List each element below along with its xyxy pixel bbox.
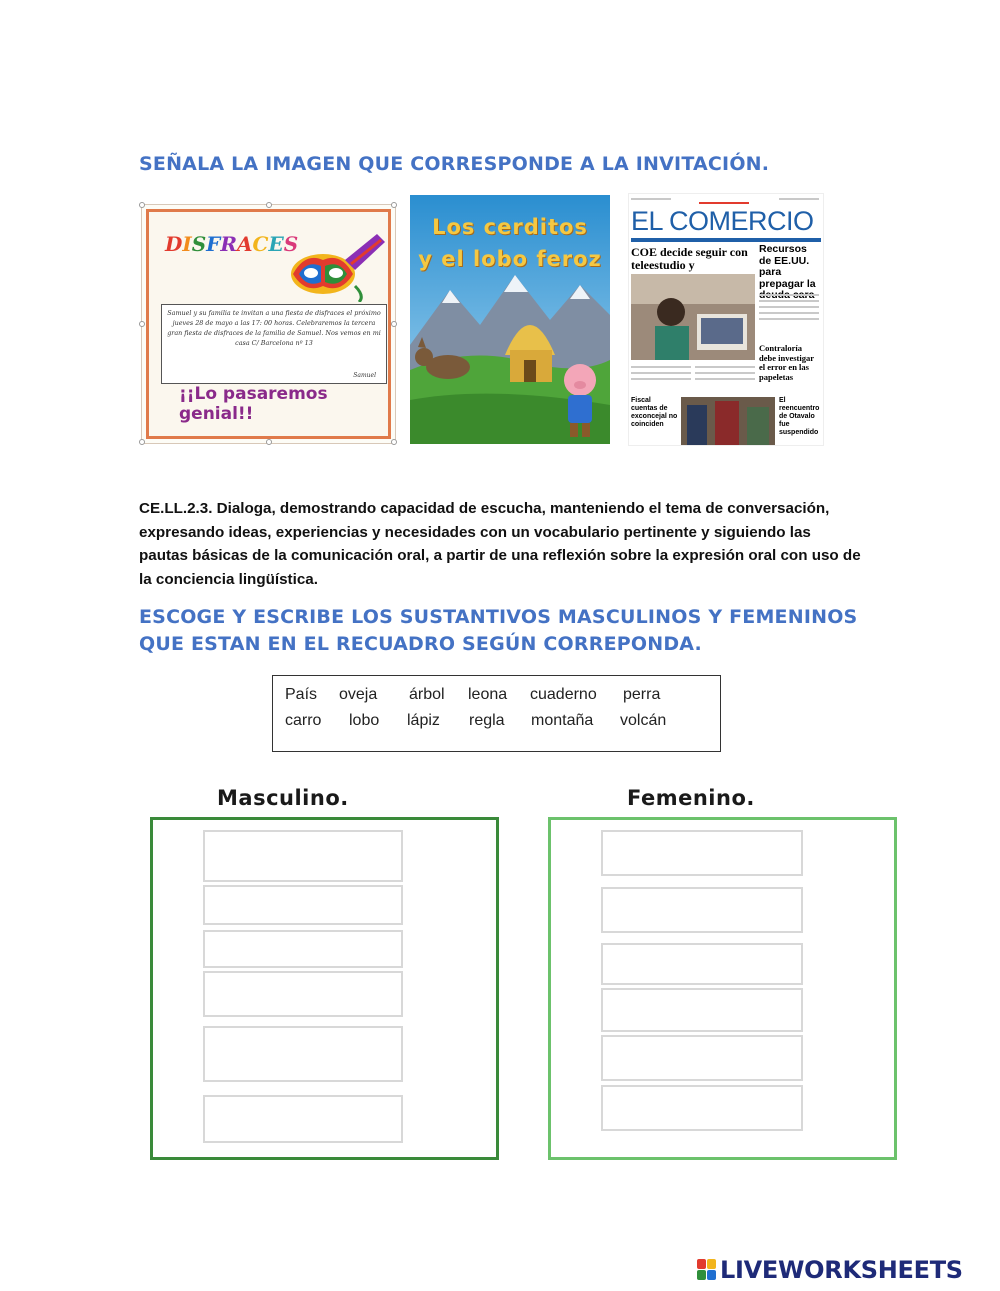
newspaper-headline-bottom-left: Fiscal cuentas de exconcejal no coinciden [631, 397, 678, 428]
newspaper-headline-bottom-right: El reencuentro de Otavalo fue suspendido [779, 397, 820, 436]
invitation-image-option[interactable] [141, 204, 396, 444]
masculine-answer-6[interactable] [203, 1095, 403, 1143]
resize-handle [139, 439, 145, 445]
word-item: leona [468, 686, 508, 703]
curriculum-standard: CE.LL.2.3. Dialoga, demostrando capacidad de escucha, manteniendo el tema de conversación, expresando ideas, experiencias y necesidades con un vocabulario pertinente y siguiendo las pautas básicas de la comunicación oral, a partir de una reflexión sobre la expresión oral con uso de la conciencia lingüística. [139, 500, 861, 588]
resize-handle [391, 321, 397, 327]
word-item: volcán [620, 712, 667, 729]
feminine-answer-6[interactable] [601, 1085, 803, 1131]
masculine-answer-3[interactable] [203, 930, 403, 968]
feminine-answer-5[interactable] [601, 1035, 803, 1081]
invitation-signature: Samuel [353, 372, 376, 379]
invitation-title-letter: C [252, 232, 269, 256]
newspaper-photo [631, 274, 755, 360]
word-bank [272, 675, 721, 752]
masculine-answer-4[interactable] [203, 971, 403, 1017]
invitation-title-letter: R [220, 232, 237, 256]
liveworksheets-brand [697, 1256, 963, 1284]
liveworksheets-name: LIVEWORKSHEETS [720, 1256, 963, 1284]
newspaper-image-option[interactable] [628, 193, 824, 446]
word-item: País [285, 686, 318, 703]
heading-sort-nouns-line1: ESCOGE Y ESCRIBE LOS SUSTANTIVOS MASCULINOS Y FEMENINOS [139, 606, 858, 628]
invitation-title-letter: S [191, 232, 207, 256]
word-item: árbol [409, 686, 445, 703]
resize-handle [391, 439, 397, 445]
resize-handle [139, 202, 145, 208]
carnival-mask-icon [285, 230, 390, 302]
feminine-answer-3[interactable] [601, 943, 803, 985]
invitation-title-letter: A [236, 232, 253, 256]
feminine-answer-4[interactable] [601, 988, 803, 1032]
book-title-line1: Los cerditos [432, 215, 588, 239]
word-item: lápiz [407, 712, 440, 729]
liveworksheets-logo-icon [697, 1259, 717, 1281]
invitation-text: Samuel y su familia te invitan a una fiesta de disfraces el próximo jueves 28 de mayo a las 17: 00 horas. Celebraremos la tercera gran fiesta de disfraces de la familia de Samuel. Nos vemos en mi casa C/ Barcelona nº 13 Samuel [161, 304, 387, 384]
invitation-slogan: ¡¡Lo pasaremos genial!! [179, 384, 328, 424]
newspaper-headline-side: Recursos de EE.UU. para prepagar la [759, 243, 816, 290]
word-item: cuaderno [530, 686, 597, 703]
masculine-box [150, 817, 499, 1160]
masculine-answer-5[interactable] [203, 1026, 403, 1082]
masculine-title: Masculino. [217, 786, 349, 810]
word-item: perra [623, 686, 661, 703]
word-item: carro [285, 712, 322, 729]
invitation-title-letter: E [268, 232, 284, 256]
feminine-answer-1[interactable] [601, 830, 803, 876]
invitation-title-letter: S [283, 232, 299, 256]
word-item: oveja [339, 686, 378, 703]
word-item: regla [469, 712, 505, 729]
book-cover-image-option[interactable] [410, 195, 610, 444]
masculine-answer-2[interactable] [203, 885, 403, 925]
heading-select-image: SEÑALA LA IMAGEN QUE CORRESPONDE A LA INVITACIÓN. [139, 153, 770, 175]
invitation-title-letter: D [165, 232, 183, 256]
masculine-answer-1[interactable] [203, 830, 403, 882]
newspaper-masthead: EL COMERCIO [631, 206, 814, 236]
feminine-title: Femenino. [627, 786, 755, 810]
feminine-box [548, 817, 897, 1160]
newspaper-headline-mid: Contraloría debe investigar el error en las papeletas [759, 343, 814, 382]
resize-handle [139, 321, 145, 327]
word-item: lobo [349, 712, 380, 729]
invitation-title-letter: F [206, 232, 221, 256]
newspaper-headline-main: COE decide seguir con teleestudio y [631, 245, 748, 272]
invitation-title [165, 232, 298, 256]
invitation-title-letter: I [182, 232, 192, 256]
newspaper-photo-street [681, 397, 775, 445]
resize-handle [266, 202, 272, 208]
resize-handle [266, 439, 272, 445]
book-title-line2: y el lobo feroz [418, 247, 602, 271]
word-item: montaña [531, 712, 594, 729]
resize-handle [391, 202, 397, 208]
heading-sort-nouns-line2: QUE ESTAN EN EL RECUADRO SEGÚN CORREPONDA. [139, 633, 702, 655]
feminine-answer-2[interactable] [601, 887, 803, 933]
